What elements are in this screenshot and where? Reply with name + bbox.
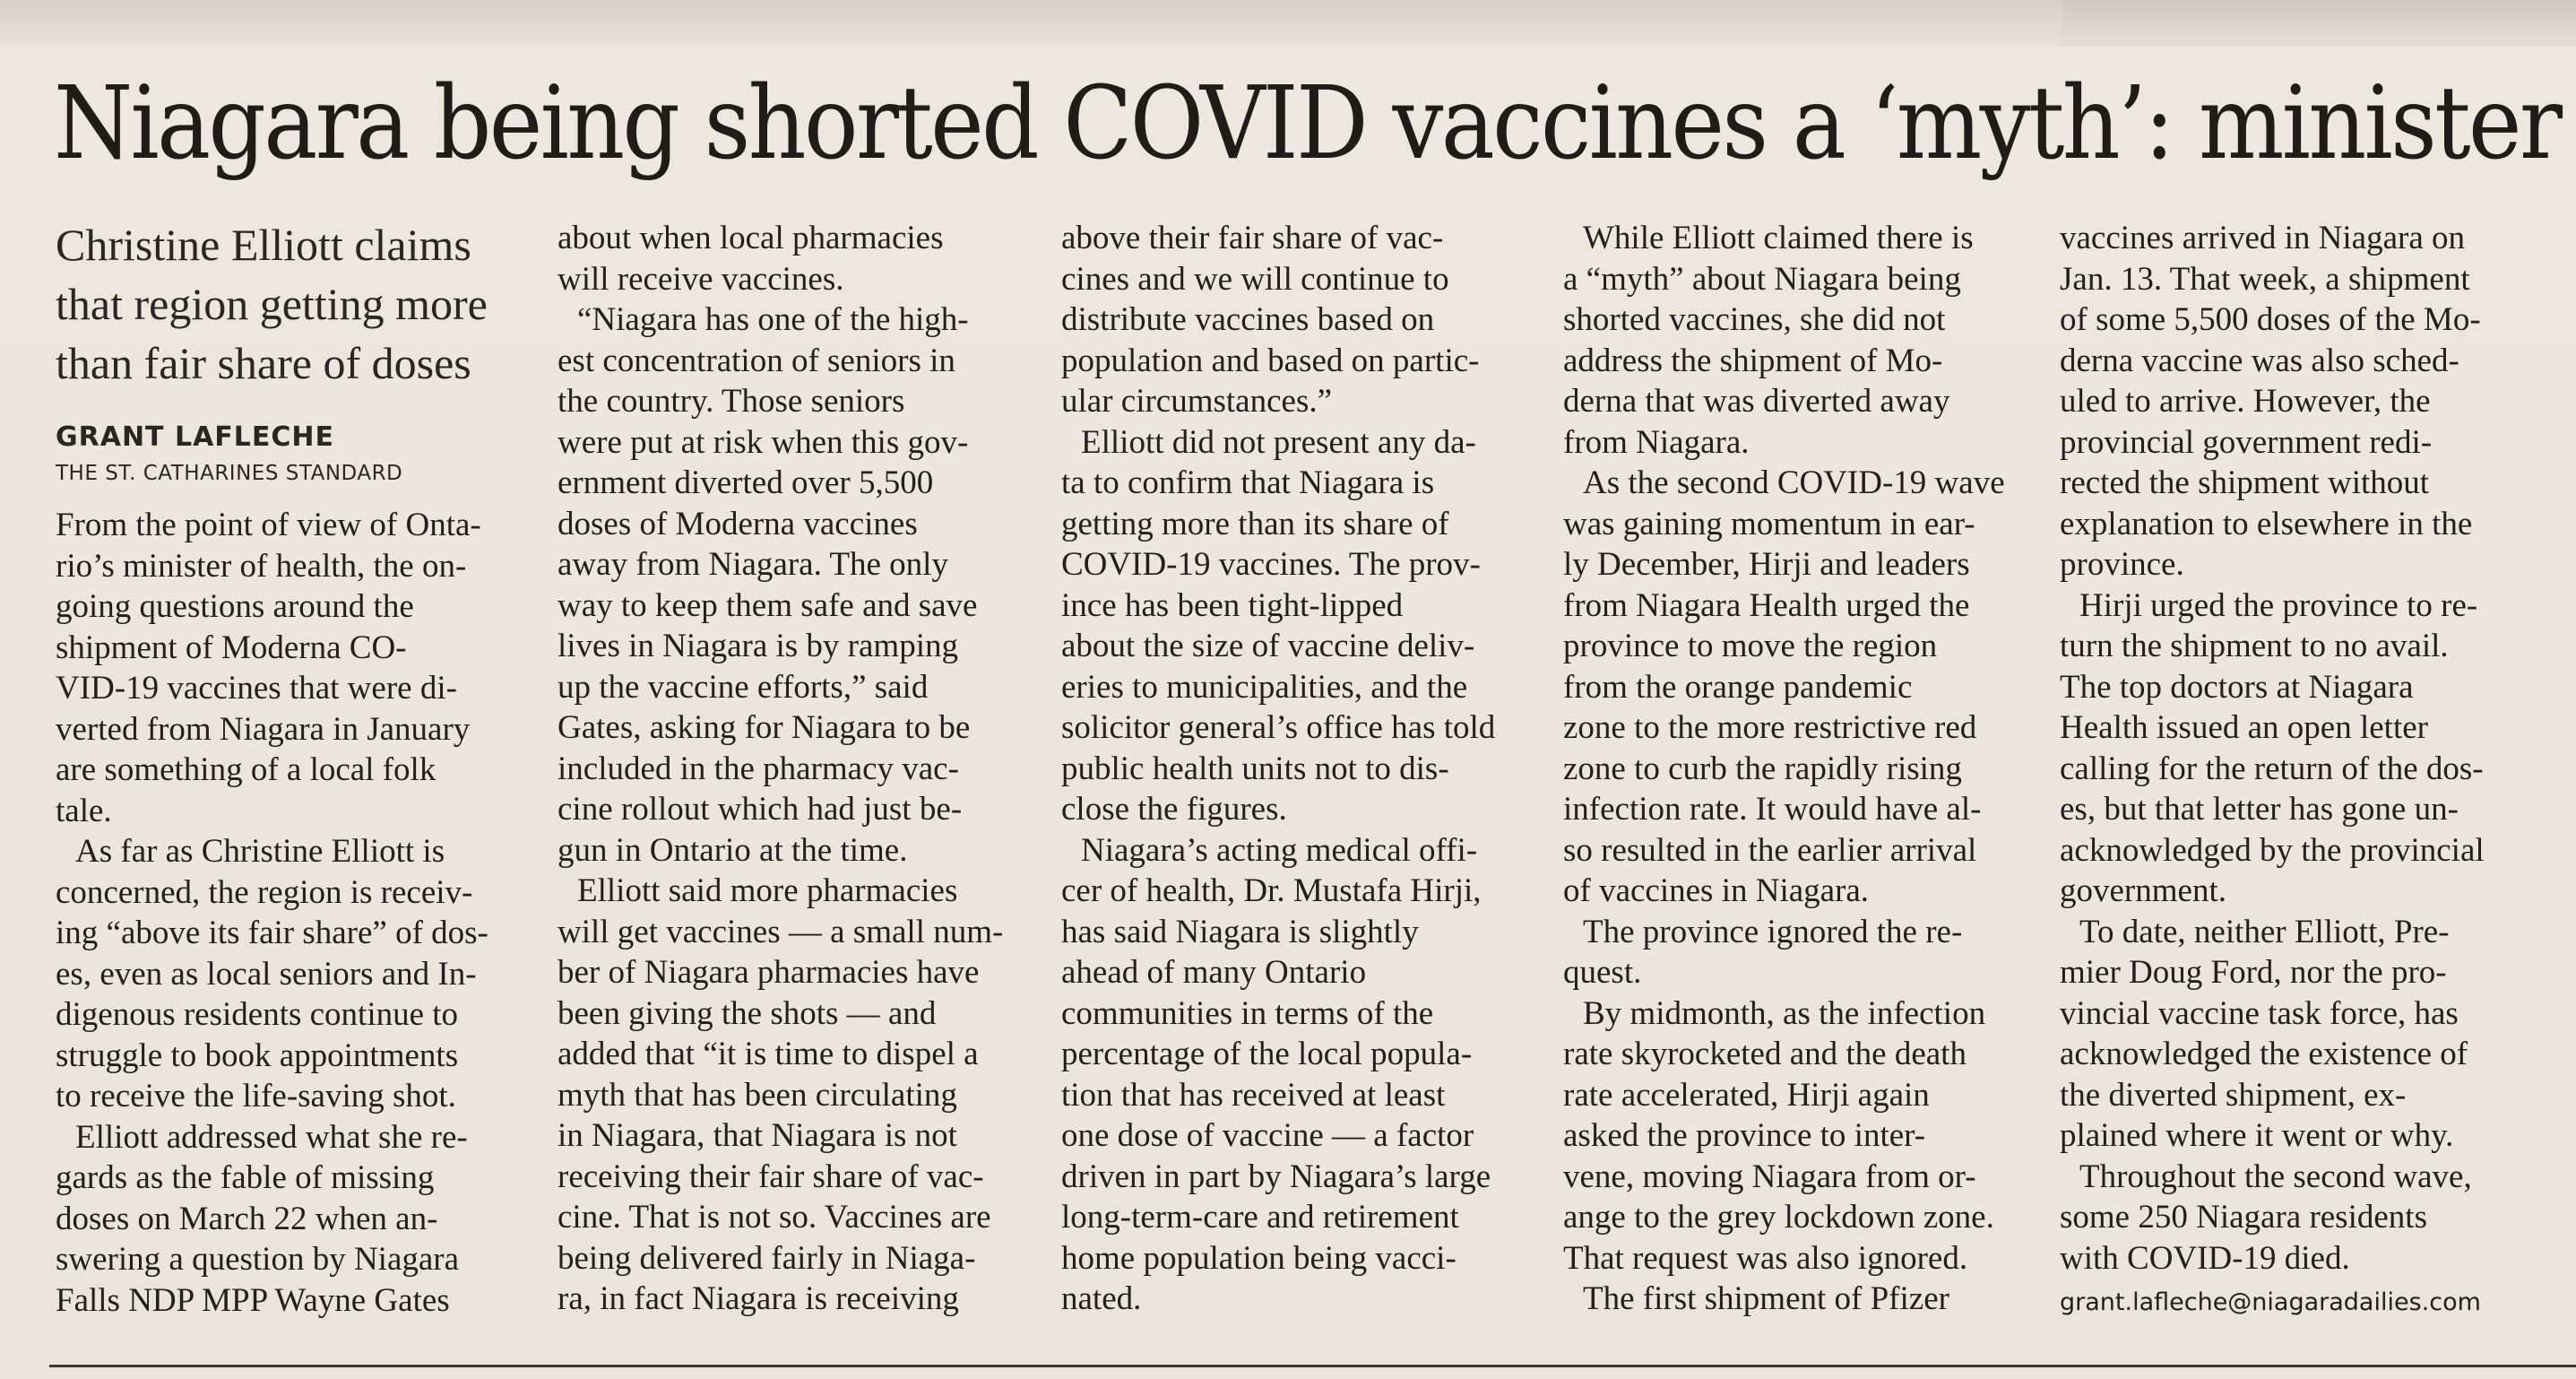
article-text-line: quest. bbox=[1563, 954, 1642, 991]
article-text-line: acknowledged by the provincial bbox=[2060, 831, 2485, 869]
article-text-line: to receive the life-saving shot. bbox=[56, 1078, 456, 1114]
article-text-line: long-term-care and retirement bbox=[1061, 1199, 1459, 1236]
article-text-line: est concentration of seniors in bbox=[558, 342, 955, 379]
text-column-5 bbox=[2060, 218, 2533, 1323]
article-text-line: shipment of Moderna CO- bbox=[56, 629, 407, 666]
text-column-2 bbox=[558, 218, 1027, 1320]
article-text-line: will receive vaccines. bbox=[558, 260, 844, 298]
article-text-line: distribute vaccines based on bbox=[1061, 301, 1435, 338]
author-email: grant.lafleche@niagaradailies.com bbox=[2060, 1288, 2481, 1316]
article-text-line: The province ignored the re- bbox=[1583, 913, 1963, 950]
article-text-line: The top doctors at Niagara bbox=[2060, 668, 2414, 706]
article-text-line: a “myth” about Niagara being bbox=[1563, 260, 1961, 298]
article-text-line: es, but that letter has gone un- bbox=[2060, 791, 2459, 828]
article-text-line: uled to arrive. However, the bbox=[2060, 383, 2431, 420]
article-text-line: close the figures. bbox=[1061, 791, 1287, 828]
article-text-line: population and based on partic- bbox=[1061, 342, 1480, 379]
article-text-line: “Niagara has one of the high- bbox=[577, 301, 969, 338]
article-text-line: receiving their fair share of vac- bbox=[558, 1158, 984, 1195]
article-text-line: some 250 Niagara residents bbox=[2060, 1199, 2427, 1236]
article-text-line: ange to the grey lockdown zone. bbox=[1563, 1199, 1994, 1236]
article-text-line: added that “it is time to dispel a bbox=[558, 1036, 979, 1072]
article-text-line: the country. Those seniors bbox=[558, 383, 905, 420]
article-text-line: ernment diverted over 5,500 bbox=[558, 464, 934, 501]
article-text-line: COVID-19 vaccines. The prov- bbox=[1061, 546, 1481, 583]
article-text-line: has said Niagara is slightly bbox=[1061, 913, 1419, 950]
article-text-line: the diverted shipment, ex- bbox=[2060, 1076, 2407, 1114]
article-text-line: cer of health, Dr. Mustafa Hirji, bbox=[1061, 872, 1482, 909]
article-text-line: government. bbox=[2060, 872, 2226, 909]
article-text-line: included in the pharmacy vac- bbox=[558, 750, 959, 787]
article-text-line: with COVID-19 died. bbox=[2060, 1239, 2350, 1277]
article-text-line: going questions around the bbox=[56, 588, 414, 625]
article-text-line: ahead of many Ontario bbox=[1061, 954, 1367, 991]
article-text-line: province to move the region bbox=[1563, 628, 1938, 664]
article-text-line: tale. bbox=[56, 792, 112, 829]
article-text-line: Throughout the second wave, bbox=[2079, 1158, 2472, 1195]
article-text-line: VID-19 vaccines that were di- bbox=[56, 670, 457, 707]
article-text-line: lives in Niagara is by ramping bbox=[558, 628, 958, 664]
article-text-line: By midmonth, as the infection bbox=[1583, 994, 1986, 1032]
article-text-line: gards as the fable of missing bbox=[56, 1159, 435, 1196]
article-text-line: public health units not to dis- bbox=[1061, 750, 1449, 787]
article-text-line: nated. bbox=[1061, 1280, 1142, 1317]
publication-source: THE ST. CATHARINES STANDARD bbox=[56, 462, 403, 485]
article-text-line: of vaccines in Niagara. bbox=[1563, 872, 1870, 909]
article-text-line: doses of Moderna vaccines bbox=[558, 505, 918, 542]
article-text-line: ra, in fact Niagara is receiving bbox=[558, 1280, 959, 1317]
article-text-line: zone to the more restrictive red bbox=[1563, 709, 1977, 746]
article-text-line: Elliott addressed what she re- bbox=[75, 1118, 468, 1156]
article-text-line: rate skyrocketed and the death bbox=[1563, 1036, 1967, 1072]
article-text-line: getting more than its share of bbox=[1061, 505, 1449, 542]
article-text-line: Elliott did not present any da- bbox=[1081, 423, 1476, 461]
article-text-line: so resulted in the earlier arrival bbox=[1563, 831, 1977, 869]
article-text-line: ing “above its fair share” of dos- bbox=[56, 915, 488, 951]
article-text-line: explanation to elsewhere in the bbox=[2060, 505, 2473, 542]
article-text-line: es, even as local seniors and In- bbox=[56, 955, 477, 993]
article-text-line: being delivered fairly in Niaga- bbox=[558, 1239, 976, 1277]
article-text-line: will get vaccines — a small num- bbox=[558, 913, 1004, 950]
article-text-line: From the point of view of Onta- bbox=[56, 507, 481, 543]
article-text-line: ince has been tight-lipped bbox=[1061, 586, 1404, 624]
article-text-line: While Elliott claimed there is bbox=[1583, 220, 1974, 256]
article-text-line: Jan. 13. That week, a shipment bbox=[2060, 260, 2470, 298]
article-text-line: cines and we will continue to bbox=[1061, 260, 1449, 298]
article-text-line: derna that was diverted away bbox=[1563, 383, 1950, 420]
article-text-line: rate accelerated, Hirji again bbox=[1563, 1076, 1930, 1114]
article-text-line: about when local pharmacies bbox=[558, 220, 944, 256]
article-text-line: ular circumstances.” bbox=[1061, 383, 1333, 420]
article-text-line: eries to municipalities, and the bbox=[1061, 668, 1468, 706]
article-text-line: Gates, asking for Niagara to be bbox=[558, 709, 971, 746]
deck-line: that region getting more bbox=[56, 279, 488, 329]
article-deck bbox=[56, 215, 540, 393]
article-text-line: The first shipment of Pfizer bbox=[1583, 1280, 1949, 1317]
article-text-line: mier Doug Ford, nor the pro- bbox=[2060, 954, 2447, 991]
article-text-line: cine rollout which had just be- bbox=[558, 791, 963, 828]
article-text-line: were put at risk when this gov- bbox=[558, 423, 969, 461]
article-text-line: shorted vaccines, she did not bbox=[1563, 301, 1946, 338]
article-text-line: derna vaccine was also sched- bbox=[2060, 342, 2459, 379]
article-text-line: To date, neither Elliott, Pre- bbox=[2079, 913, 2450, 950]
deck-line: Christine Elliott claims bbox=[56, 220, 471, 270]
article-text-line: away from Niagara. The only bbox=[558, 546, 948, 583]
article-text-line: ber of Niagara pharmacies have bbox=[558, 954, 980, 991]
article-text-line: Falls NDP MPP Wayne Gates bbox=[56, 1281, 450, 1319]
article-text-line: vene, moving Niagara from or- bbox=[1563, 1158, 1976, 1195]
article-text-line: infection rate. It would have al- bbox=[1563, 791, 1982, 828]
article-text-line: rected the shipment without bbox=[2060, 464, 2430, 501]
article-text-line: province. bbox=[2060, 546, 2184, 583]
article-text-line: ta to confirm that Niagara is bbox=[1061, 464, 1435, 501]
article-headline: Niagara being shorted COVID vaccines a ‘myth’: minister bbox=[54, 65, 2561, 182]
article-text-line: turn the shipment to no avail. bbox=[2060, 628, 2449, 664]
article-text-line: from the orange pandemic bbox=[1563, 668, 1913, 706]
article-text-line: cine. That is not so. Vaccines are bbox=[558, 1199, 991, 1236]
article-text-line: swering a question by Niagara bbox=[56, 1241, 460, 1278]
article-text-line: way to keep them safe and save bbox=[558, 586, 978, 624]
article-text-line: asked the province to inter- bbox=[1563, 1117, 1926, 1154]
article-text-line: ly December, Hirji and leaders bbox=[1563, 546, 1970, 583]
article-text-line: are something of a local folk bbox=[56, 751, 437, 788]
article-text-line: communities in terms of the bbox=[1061, 994, 1434, 1032]
article-text-line: doses on March 22 when an- bbox=[56, 1200, 438, 1237]
article-text-line: acknowledged the existence of bbox=[2060, 1036, 2468, 1072]
article-text-line: above their fair share of vac- bbox=[1061, 220, 1444, 256]
article-text-line: from Niagara Health urged the bbox=[1563, 586, 1970, 624]
article-text-line: plained where it went or why. bbox=[2060, 1117, 2454, 1154]
article-text-line: solicitor general’s office has told bbox=[1061, 709, 1496, 746]
article-text-line: rio’s minister of health, the on- bbox=[56, 547, 467, 585]
article-text-line: gun in Ontario at the time. bbox=[558, 831, 908, 869]
article-text-line: vaccines arrived in Niagara on bbox=[2060, 220, 2466, 256]
article-text-line: been giving the shots — and bbox=[558, 994, 937, 1032]
article-text-line: percentage of the local popula- bbox=[1061, 1036, 1473, 1072]
article-text-line: That request was also ignored. bbox=[1563, 1239, 1968, 1277]
article-text-line: Elliott said more pharmacies bbox=[577, 872, 958, 909]
article-text-line: verted from Niagara in January bbox=[56, 710, 471, 748]
bottom-rule bbox=[49, 1365, 2576, 1367]
article-text-line: about the size of vaccine deliv- bbox=[1061, 628, 1475, 664]
text-column-4 bbox=[1563, 218, 2031, 1320]
text-column-3 bbox=[1061, 218, 1529, 1320]
author-byline: GRANT LAFLECHE bbox=[56, 421, 335, 453]
article-text-line: vincial vaccine task force, has bbox=[2060, 994, 2459, 1032]
article-text-line: tion that has received at least bbox=[1061, 1076, 1446, 1114]
deck-line: than fair share of doses bbox=[56, 338, 471, 388]
article-text-line: Hirji urged the province to re- bbox=[2079, 586, 2478, 624]
article-text-line: struggle to book appointments bbox=[56, 1036, 459, 1074]
article-text-line: As the second COVID-19 wave bbox=[1583, 464, 2005, 501]
article-text-line: Health issued an open letter bbox=[2060, 709, 2428, 746]
adjacent-photo-bleed bbox=[2062, 0, 2576, 47]
article-text-line: address the shipment of Mo- bbox=[1563, 342, 1943, 379]
article-text-line: zone to curb the rapidly rising bbox=[1563, 750, 1962, 787]
article-text-line: provincial government redi- bbox=[2060, 423, 2433, 461]
article-text-line: was gaining momentum in ear- bbox=[1563, 505, 1975, 542]
article-text-line: digenous residents continue to bbox=[56, 996, 459, 1033]
article-text-line: in Niagara, that Niagara is not bbox=[558, 1117, 957, 1154]
article-text-line: one dose of vaccine — a factor bbox=[1061, 1117, 1474, 1154]
article-text-line: calling for the return of the dos- bbox=[2060, 750, 2484, 787]
article-text-line: myth that has been circulating bbox=[558, 1076, 957, 1114]
article-text-line: home population being vacci- bbox=[1061, 1239, 1457, 1277]
article-text-line: from Niagara. bbox=[1563, 423, 1750, 461]
article-text-line: driven in part by Niagara’s large bbox=[1061, 1158, 1491, 1195]
text-column-1 bbox=[56, 505, 532, 1321]
article-text-line: concerned, the region is receiv- bbox=[56, 873, 473, 911]
article-text-line: up the vaccine efforts,” said bbox=[558, 668, 929, 706]
article-text-line: As far as Christine Elliott is bbox=[75, 833, 445, 870]
article-text-line: Niagara’s acting medical offi- bbox=[1081, 831, 1478, 869]
article-text-line: of some 5,500 doses of the Mo- bbox=[2060, 301, 2481, 338]
